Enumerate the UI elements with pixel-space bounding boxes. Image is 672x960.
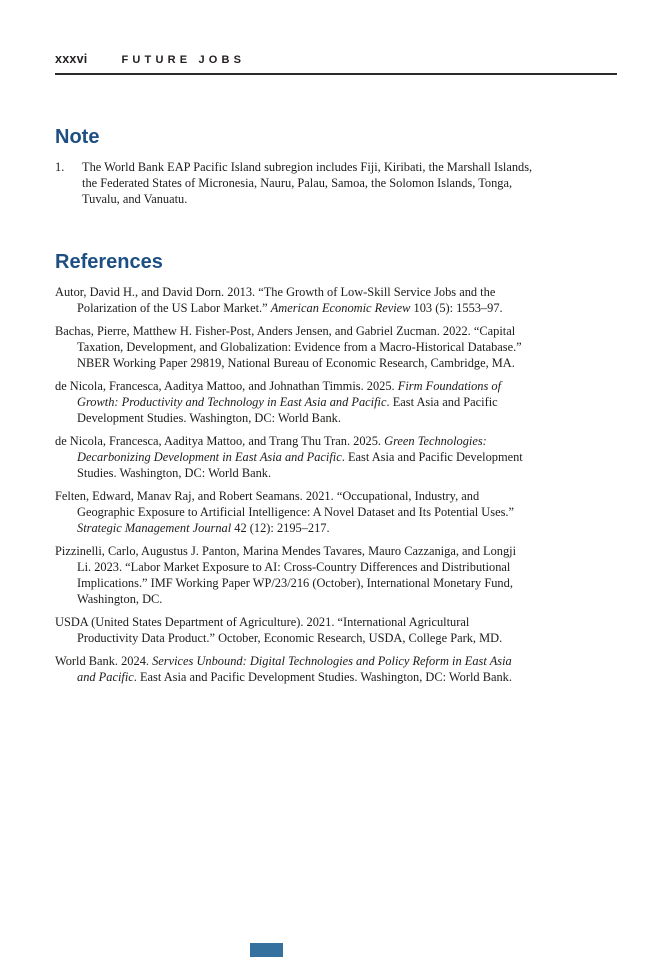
reference-entry: [55, 488, 617, 536]
reference-entry: [55, 323, 617, 371]
reference-entry: [55, 284, 617, 316]
reference-entry: [55, 378, 617, 426]
running-header: [55, 52, 617, 66]
page-number: xxxvi: [55, 52, 88, 66]
reference-entry: [55, 433, 617, 481]
reference-text: Implications.” IMF Working Paper WP/23/216 (October), International Monetary Fund,: [77, 576, 513, 590]
reference-text: Felten, Edward, Manav Raj, and Robert Seamans. 2021. “Occupational, Industry, and: [55, 489, 480, 503]
reference-text: Development Studies. Washington, DC: World Bank.: [77, 411, 341, 425]
references-heading: References: [55, 251, 163, 273]
reference-text: Washington, DC.: [77, 592, 163, 606]
note-text: The World Bank EAP Pacific Island subregion includes Fiji, Kiribati, the Marshall Islands, the Federated States of Micronesia, Nauru, Palau, Samoa, the Solomon Islands, Tonga, Tuvalu, and Vanuatu.: [82, 160, 533, 206]
reference-text: de Nicola, Francesca, Aaditya Mattoo, and Trang Thu Tran. 2025.: [55, 434, 385, 448]
note-number: 1.: [55, 160, 65, 174]
note-item: [55, 159, 617, 207]
reference-title-italic: Green Technologies:: [384, 434, 487, 448]
reference-text: Productivity Data Product.” October, Economic Research, USDA, College Park, MD.: [77, 631, 503, 645]
reference-title-italic: Firm Foundations of: [397, 379, 502, 393]
reference-title-italic: Strategic Management Journal: [77, 521, 232, 535]
reference-text: Pizzinelli, Carlo, Augustus J. Panton, Marina Mendes Tavares, Mauro Cazzaniga, and Longji: [55, 544, 517, 558]
page-footer-mark: [250, 943, 283, 957]
reference-title-italic: Growth: Productivity and Technology in East Asia and Pacific: [77, 395, 387, 409]
reference-text: Autor, David H., and David Dorn. 2013. “The Growth of Low-Skill Service Jobs and the: [55, 285, 496, 299]
reference-text: Studies. Washington, DC: World Bank.: [77, 466, 272, 480]
note-list: [55, 159, 617, 207]
header-rule: [55, 73, 617, 75]
reference-text: USDA (United States Department of Agriculture). 2021. “International Agricultural: [55, 615, 470, 629]
reference-text: . East Asia and Pacific Development: [341, 450, 523, 464]
references-list: [55, 284, 617, 685]
note-heading: Note: [55, 126, 100, 148]
reference-entry: [55, 653, 617, 685]
reference-entry: [55, 614, 617, 646]
reference-entry: [55, 543, 617, 607]
reference-text: de Nicola, Francesca, Aaditya Mattoo, and Johnathan Timmis. 2025.: [55, 379, 398, 393]
reference-title-italic: Decarbonizing Development in East Asia and Pacific: [77, 450, 342, 464]
reference-text: . East Asia and Pacific Development Studies. Washington, DC: World Bank.: [133, 670, 512, 684]
page-content: [55, 0, 617, 692]
reference-text: Taxation, Development, and Globalization: Evidence from a Macro-Historical Database.”: [77, 340, 522, 354]
reference-text: 42 (12): 2195–217.: [231, 521, 330, 535]
running-title: FUTURE JOBS: [121, 54, 246, 66]
reference-title-italic: and Pacific: [77, 670, 134, 684]
reference-text: Bachas, Pierre, Matthew H. Fisher-Post, Anders Jensen, and Gabriel Zucman. 2022. “Capital: [55, 324, 516, 338]
reference-text: Li. 2023. “Labor Market Exposure to AI: Cross-Country Differences and Distributional: [77, 560, 511, 574]
reference-title-italic: Services Unbound: Digital Technologies and Policy Reform in East Asia: [152, 654, 512, 668]
reference-text: Geographic Exposure to Artificial Intelligence: A Novel Dataset and Its Potential Uses.”: [77, 505, 514, 519]
reference-text: Polarization of the US Labor Market.”: [77, 301, 271, 315]
reference-text: NBER Working Paper 29819, National Bureau of Economic Research, Cambridge, MA.: [77, 356, 515, 370]
reference-text: 103 (5): 1553–97.: [410, 301, 503, 315]
reference-text: . East Asia and Pacific: [386, 395, 498, 409]
reference-text: World Bank. 2024.: [55, 654, 153, 668]
reference-title-italic: American Economic Review: [270, 301, 411, 315]
